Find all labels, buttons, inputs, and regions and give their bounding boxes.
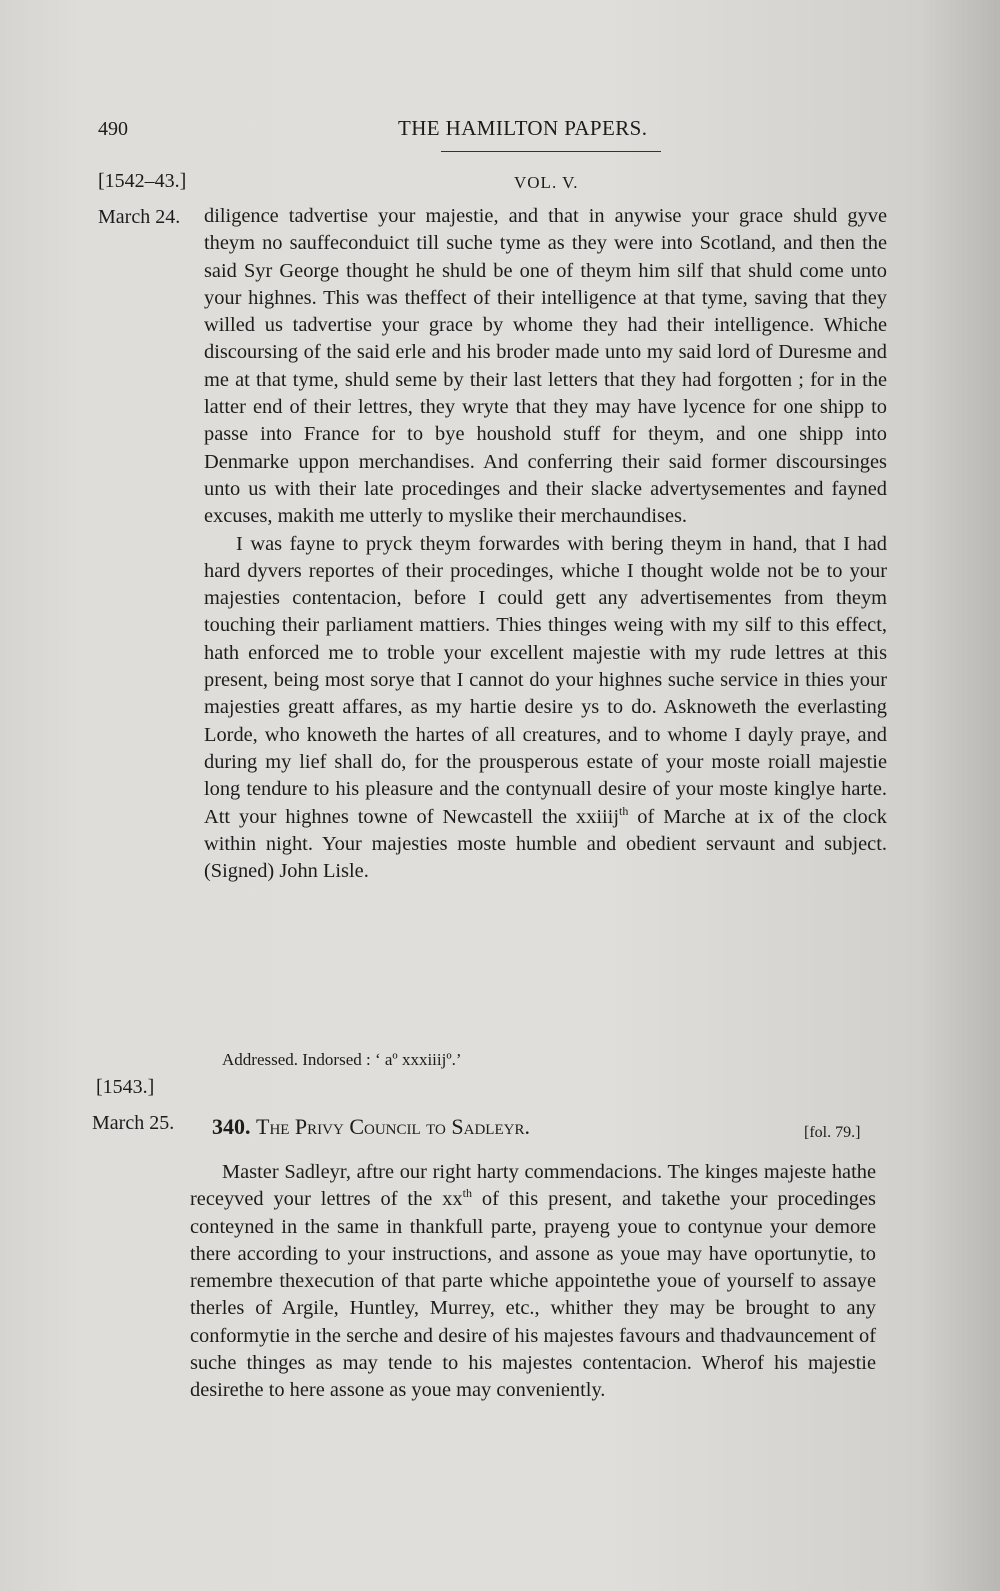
superscript: th — [619, 803, 629, 818]
letter2-date: March 25. — [92, 1112, 175, 1134]
letter1-body — [204, 203, 887, 885]
folio-reference: [fol. 79.] — [804, 1124, 861, 1141]
endorsement-note: Addressed. Indorsed : ‘ aº xxxiiijº.’ — [222, 1050, 462, 1069]
running-title: THE HAMILTON PAPERS. — [398, 116, 648, 140]
text-run: of this present, and takethe your procedinges conteyned in the same in thankfull parte, prayeng youe to contynue your demore there according to your instructions, and assone as youe may have oportunytie, to remembre thexecution of that parte whiche appointethe youe of yourself to assaye therles of Argile, Huntley, Murrey, etc., whither they may be brought to any conformytie in the serche and desire of his majestes favours and thadvauncement of suche thinges as may tende to his majestes contentacion. Wherof his majestie desirethe to here assone as youe may conveniently. — [190, 1188, 876, 1402]
letter-heading — [212, 1114, 530, 1140]
year-marker: [1543.] — [96, 1076, 155, 1098]
letter-title: The Privy Council to Sadleyr. — [256, 1114, 530, 1139]
volume-label: VOL. V. — [514, 173, 579, 192]
superscript: th — [462, 1186, 472, 1201]
letter1-paragraph: diligence tadvertise your majestie, and that in anywise your grace shuld gyve theym no sauffeconduict till suche tyme as they were into Scotland, and then the said Syr George thought he shuld be one of theym him silf that shuld come unto your highnes. This was theffect of their intelligence at that tyme, saving that they willed us tadvertise your grace by whome they had their intelligence. Whiche discoursing of the said erle and his broder made unto my said lord of Duresme and me at that tyme, shuld seme by their last letters that they had forgotten ; for in the latter end of their lettres, they wryte that they may have lycence for one shipp to passe into France for to bye houshold stuff for theym, and one shipp into Denmarke uppon merchandises. And conferring their said former discoursinges unto us with their late procedinges and their slacke advertysementes and fayned excuses, makith me utterly to myslike their merchaundises. — [204, 205, 887, 528]
text-run: I was fayne to pryck theym forwardes with bering theym in hand, that I had hard dyvers reportes of their procedinges, whiche I thought wolde not be to your majesties contentacion, before I could gett any advertisementes from theym touching their parliament mattiers. Thies thinges weing with my silf to this effect, hath enforced me to troble your excellent majestie with my rude lettres at this present, being most sorye that I cannot do your highnes suche service in thies your majesties greatt affares, as my hartie desire ys to do. Asknoweth the everlasting Lorde, who knoweth the hartes of all creatures, and to whome I dayly praye, and during my lief shall do, for the prousperous estate of your moste roiall majestie long tendure to his pleasure and the contynuall desire of your moste kinglye harte. Att your highnes towne of Newcastell the xxiiij — [204, 532, 887, 828]
title-rule — [441, 151, 661, 152]
text-run: of Marche at ix of the clock within night. Your majesties moste humble and obedient servaunt and subject. (Signed) John Lisle. — [204, 805, 887, 883]
text-run: Master Sadleyr, aftre our right harty commendacions. The kinges majeste hathe receyved your lettres of the xx — [190, 1161, 876, 1211]
letter-number: 340. — [212, 1114, 251, 1139]
year-marker: [1542–43.] — [98, 170, 187, 192]
letter2-paragraph — [190, 1159, 876, 1405]
letter2-body — [190, 1159, 876, 1405]
letter1-paragraph — [204, 531, 887, 886]
letter1-date: March 24. — [98, 206, 181, 228]
page-number: 490 — [98, 118, 128, 140]
